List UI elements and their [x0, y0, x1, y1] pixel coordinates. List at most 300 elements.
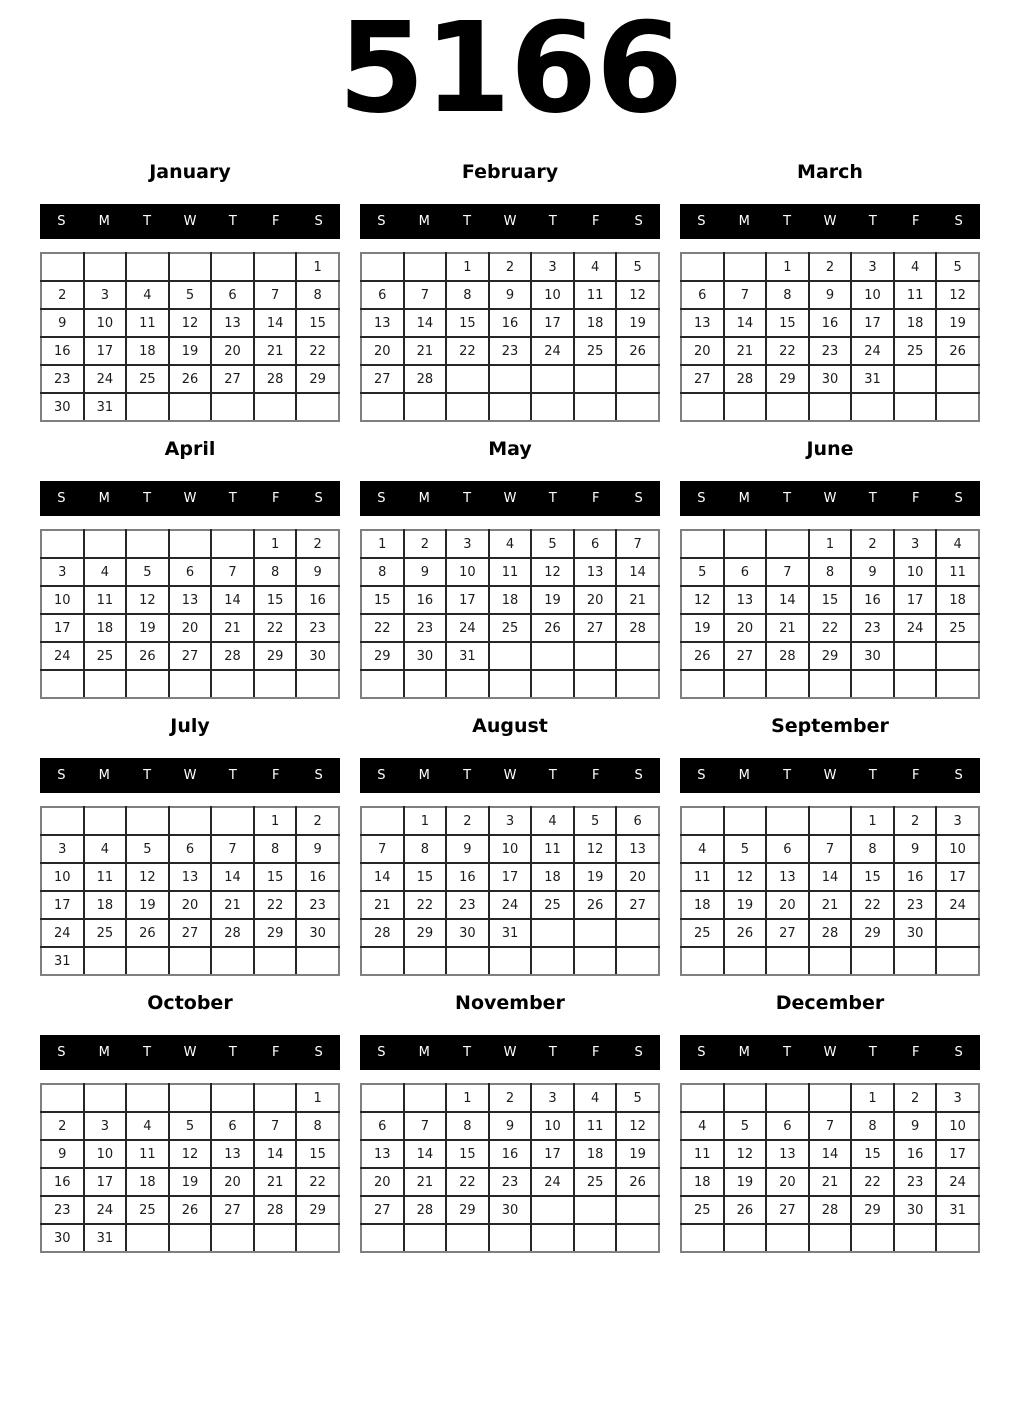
month-title: April	[164, 438, 216, 460]
date-cell: 22	[851, 1168, 894, 1196]
week-row	[41, 863, 339, 891]
date-cell: 10	[531, 281, 574, 309]
empty-date-cell	[84, 253, 127, 281]
empty-date-cell	[936, 365, 979, 393]
date-cell: 25	[936, 614, 979, 642]
date-cell: 29	[361, 642, 404, 670]
date-cell: 25	[84, 919, 127, 947]
date-cell: 19	[616, 1140, 659, 1168]
empty-date-cell	[296, 1224, 339, 1252]
weekday-label: T	[143, 768, 152, 783]
date-cell: 4	[126, 281, 169, 309]
date-cell: 10	[41, 863, 84, 891]
week-row	[41, 1084, 339, 1112]
weekday-label: T	[783, 491, 792, 506]
month-title: February	[461, 161, 559, 183]
month-block	[40, 716, 340, 976]
date-cell: 27	[616, 891, 659, 919]
empty-date-cell	[724, 670, 767, 698]
weekday-label: T	[868, 768, 877, 783]
empty-date-cell	[361, 947, 404, 975]
date-cell: 10	[894, 558, 937, 586]
week-row	[361, 1196, 659, 1224]
week-row	[361, 891, 659, 919]
date-cell: 20	[616, 863, 659, 891]
date-cell: 22	[296, 337, 339, 365]
week-row	[41, 530, 339, 558]
date-cell: 8	[851, 835, 894, 863]
date-cell: 4	[936, 530, 979, 558]
empty-date-cell	[254, 1224, 297, 1252]
week-row	[681, 530, 979, 558]
date-cell: 12	[126, 586, 169, 614]
empty-date-cell	[211, 1084, 254, 1112]
date-cell: 24	[84, 1196, 127, 1224]
date-cell: 13	[574, 558, 617, 586]
date-cell: 15	[851, 863, 894, 891]
date-cell: 8	[446, 1112, 489, 1140]
empty-date-cell	[169, 670, 212, 698]
date-cell: 28	[809, 919, 852, 947]
empty-date-cell	[446, 947, 489, 975]
date-cell: 2	[894, 807, 937, 835]
empty-date-cell	[361, 393, 404, 421]
week-row	[41, 642, 339, 670]
date-cell: 17	[851, 309, 894, 337]
date-cell: 22	[446, 1168, 489, 1196]
dates-grid	[360, 529, 660, 699]
weekday-label: S	[377, 491, 386, 506]
date-cell: 30	[296, 919, 339, 947]
date-cell: 16	[894, 863, 937, 891]
week-row	[361, 947, 659, 975]
weekday-label: F	[911, 214, 920, 229]
weekday-label: F	[591, 768, 600, 783]
date-cell: 11	[84, 863, 127, 891]
empty-date-cell	[41, 530, 84, 558]
date-cell: 14	[361, 863, 404, 891]
weekday-label: S	[377, 214, 386, 229]
date-cell: 28	[616, 614, 659, 642]
empty-date-cell	[404, 253, 447, 281]
date-cell: 1	[361, 530, 404, 558]
date-cell: 31	[446, 642, 489, 670]
date-cell: 27	[766, 919, 809, 947]
date-cell: 7	[809, 835, 852, 863]
date-cell: 13	[211, 309, 254, 337]
empty-date-cell	[126, 253, 169, 281]
date-cell: 12	[531, 558, 574, 586]
year-title: 5166	[338, 0, 682, 141]
empty-date-cell	[126, 670, 169, 698]
date-cell: 31	[84, 1224, 127, 1252]
date-cell: 5	[936, 253, 979, 281]
empty-date-cell	[724, 393, 767, 421]
empty-date-cell	[894, 670, 937, 698]
date-cell: 21	[404, 1168, 447, 1196]
empty-date-cell	[254, 670, 297, 698]
empty-date-cell	[894, 642, 937, 670]
date-cell: 1	[446, 253, 489, 281]
date-cell: 20	[211, 337, 254, 365]
date-cell: 15	[254, 586, 297, 614]
date-cell: 23	[296, 891, 339, 919]
date-cell: 17	[446, 586, 489, 614]
date-cell: 4	[531, 807, 574, 835]
date-cell: 22	[809, 614, 852, 642]
weekday-label: S	[57, 491, 66, 506]
weekday-header-row	[680, 758, 980, 793]
date-cell: 8	[361, 558, 404, 586]
date-cell: 20	[211, 1168, 254, 1196]
week-row	[41, 835, 339, 863]
empty-date-cell	[211, 807, 254, 835]
date-cell: 13	[681, 309, 724, 337]
empty-date-cell	[766, 670, 809, 698]
date-cell: 26	[574, 891, 617, 919]
empty-date-cell	[361, 670, 404, 698]
empty-date-cell	[894, 393, 937, 421]
date-cell: 29	[254, 919, 297, 947]
empty-date-cell	[894, 365, 937, 393]
date-cell: 9	[296, 835, 339, 863]
empty-date-cell	[616, 393, 659, 421]
months-grid	[0, 162, 1020, 1253]
date-cell: 7	[361, 835, 404, 863]
weekday-label: T	[548, 491, 557, 506]
weekday-label: M	[738, 491, 750, 506]
date-cell: 3	[41, 558, 84, 586]
empty-date-cell	[169, 393, 212, 421]
date-cell: 21	[616, 586, 659, 614]
date-cell: 10	[489, 835, 532, 863]
empty-date-cell	[489, 393, 532, 421]
weekday-label: M	[98, 214, 110, 229]
date-cell: 5	[169, 1112, 212, 1140]
weekday-label: S	[634, 1045, 643, 1060]
date-cell: 18	[126, 1168, 169, 1196]
date-cell: 26	[616, 1168, 659, 1196]
date-cell: 24	[489, 891, 532, 919]
date-cell: 30	[894, 1196, 937, 1224]
empty-date-cell	[254, 1084, 297, 1112]
empty-date-cell	[531, 393, 574, 421]
date-cell: 25	[531, 891, 574, 919]
date-cell: 6	[616, 807, 659, 835]
weekday-label: M	[98, 491, 110, 506]
date-cell: 11	[84, 586, 127, 614]
empty-date-cell	[361, 807, 404, 835]
date-cell: 20	[574, 586, 617, 614]
date-cell: 24	[84, 365, 127, 393]
empty-date-cell	[296, 947, 339, 975]
weekday-label: F	[591, 1045, 600, 1060]
month-block	[40, 439, 340, 699]
weekday-label: W	[823, 1045, 837, 1060]
date-cell: 7	[766, 558, 809, 586]
date-cell: 6	[681, 281, 724, 309]
empty-date-cell	[724, 807, 767, 835]
empty-date-cell	[126, 1224, 169, 1252]
empty-date-cell	[809, 1224, 852, 1252]
week-row	[41, 1140, 339, 1168]
date-cell: 28	[809, 1196, 852, 1224]
date-cell: 24	[41, 919, 84, 947]
date-cell: 14	[254, 309, 297, 337]
week-row	[681, 309, 979, 337]
empty-date-cell	[894, 947, 937, 975]
date-cell: 25	[894, 337, 937, 365]
week-row	[681, 642, 979, 670]
date-cell: 27	[361, 365, 404, 393]
date-cell: 12	[169, 309, 212, 337]
date-cell: 16	[296, 863, 339, 891]
date-cell: 26	[169, 1196, 212, 1224]
week-row	[681, 891, 979, 919]
week-row	[361, 1140, 659, 1168]
week-row	[681, 1196, 979, 1224]
empty-date-cell	[531, 670, 574, 698]
week-row	[681, 586, 979, 614]
weekday-label: T	[868, 1045, 877, 1060]
date-cell: 4	[84, 558, 127, 586]
date-cell: 28	[254, 1196, 297, 1224]
date-cell: 16	[489, 1140, 532, 1168]
date-cell: 15	[404, 863, 447, 891]
date-cell: 25	[84, 642, 127, 670]
date-cell: 2	[446, 807, 489, 835]
week-row	[361, 393, 659, 421]
month-title: October	[147, 992, 233, 1014]
date-cell: 26	[936, 337, 979, 365]
date-cell: 14	[809, 863, 852, 891]
empty-date-cell	[404, 393, 447, 421]
date-cell: 27	[574, 614, 617, 642]
weekday-label: W	[183, 491, 197, 506]
date-cell: 24	[851, 337, 894, 365]
date-cell: 30	[851, 642, 894, 670]
week-row	[361, 614, 659, 642]
date-cell: 29	[254, 642, 297, 670]
date-cell: 6	[361, 281, 404, 309]
empty-date-cell	[531, 1196, 574, 1224]
week-row	[361, 309, 659, 337]
empty-date-cell	[851, 947, 894, 975]
date-cell: 7	[404, 281, 447, 309]
month-block	[360, 162, 660, 422]
weekday-label: T	[228, 768, 237, 783]
empty-date-cell	[126, 947, 169, 975]
weekday-label: S	[314, 768, 323, 783]
date-cell: 24	[531, 1168, 574, 1196]
date-cell: 28	[211, 919, 254, 947]
empty-date-cell	[936, 642, 979, 670]
week-row	[681, 863, 979, 891]
empty-date-cell	[851, 393, 894, 421]
week-row	[361, 281, 659, 309]
week-row	[41, 281, 339, 309]
date-cell: 17	[531, 309, 574, 337]
date-cell: 22	[254, 614, 297, 642]
empty-date-cell	[574, 1224, 617, 1252]
date-cell: 22	[296, 1168, 339, 1196]
weekday-label: T	[463, 1045, 472, 1060]
weekday-label: S	[634, 491, 643, 506]
date-cell: 5	[724, 1112, 767, 1140]
date-cell: 8	[254, 835, 297, 863]
date-cell: 7	[254, 1112, 297, 1140]
empty-date-cell	[404, 947, 447, 975]
week-row	[41, 919, 339, 947]
week-row	[681, 947, 979, 975]
empty-date-cell	[169, 530, 212, 558]
weekday-label: M	[418, 491, 430, 506]
date-cell: 30	[296, 642, 339, 670]
date-cell: 16	[851, 586, 894, 614]
week-row	[41, 253, 339, 281]
week-row	[361, 1084, 659, 1112]
date-cell: 5	[681, 558, 724, 586]
date-cell: 18	[126, 337, 169, 365]
week-row	[41, 586, 339, 614]
date-cell: 10	[41, 586, 84, 614]
weekday-label: M	[738, 768, 750, 783]
empty-date-cell	[724, 253, 767, 281]
empty-date-cell	[489, 642, 532, 670]
month-block	[40, 993, 340, 1253]
week-row	[681, 614, 979, 642]
date-cell: 1	[296, 253, 339, 281]
date-cell: 13	[361, 1140, 404, 1168]
weekday-label: S	[314, 214, 323, 229]
weekday-label: S	[697, 768, 706, 783]
empty-date-cell	[936, 919, 979, 947]
empty-date-cell	[531, 919, 574, 947]
week-row	[681, 1084, 979, 1112]
date-cell: 25	[574, 337, 617, 365]
date-cell: 15	[361, 586, 404, 614]
empty-date-cell	[404, 1224, 447, 1252]
dates-grid	[680, 1083, 980, 1253]
weekday-label: T	[548, 768, 557, 783]
date-cell: 7	[211, 835, 254, 863]
date-cell: 24	[531, 337, 574, 365]
date-cell: 23	[296, 614, 339, 642]
week-row	[41, 1168, 339, 1196]
date-cell: 12	[169, 1140, 212, 1168]
date-cell: 9	[489, 281, 532, 309]
date-cell: 15	[254, 863, 297, 891]
empty-date-cell	[531, 365, 574, 393]
date-cell: 10	[446, 558, 489, 586]
date-cell: 18	[489, 586, 532, 614]
week-row	[41, 393, 339, 421]
weekday-label: T	[228, 491, 237, 506]
weekday-label: W	[183, 1045, 197, 1060]
date-cell: 22	[361, 614, 404, 642]
weekday-label: M	[418, 1045, 430, 1060]
dates-grid	[360, 806, 660, 976]
date-cell: 7	[616, 530, 659, 558]
empty-date-cell	[936, 670, 979, 698]
week-row	[361, 365, 659, 393]
empty-date-cell	[766, 947, 809, 975]
empty-date-cell	[766, 1084, 809, 1112]
week-row	[681, 1224, 979, 1252]
weekday-label: W	[503, 491, 517, 506]
date-cell: 6	[724, 558, 767, 586]
date-cell: 1	[446, 1084, 489, 1112]
date-cell: 10	[936, 835, 979, 863]
weekday-label: W	[183, 768, 197, 783]
weekday-label: F	[271, 768, 280, 783]
date-cell: 17	[41, 614, 84, 642]
date-cell: 1	[766, 253, 809, 281]
empty-date-cell	[446, 1224, 489, 1252]
date-cell: 20	[361, 337, 404, 365]
weekday-label: S	[954, 1045, 963, 1060]
date-cell: 30	[809, 365, 852, 393]
date-cell: 24	[446, 614, 489, 642]
date-cell: 19	[681, 614, 724, 642]
date-cell: 10	[851, 281, 894, 309]
date-cell: 23	[851, 614, 894, 642]
empty-date-cell	[296, 670, 339, 698]
weekday-label: M	[98, 1045, 110, 1060]
date-cell: 14	[211, 586, 254, 614]
week-row	[41, 309, 339, 337]
date-cell: 25	[681, 919, 724, 947]
date-cell: 15	[446, 309, 489, 337]
empty-date-cell	[574, 919, 617, 947]
weekday-header-row	[360, 758, 660, 793]
date-cell: 5	[126, 835, 169, 863]
weekday-label: T	[548, 1045, 557, 1060]
weekday-label: M	[418, 214, 430, 229]
date-cell: 15	[809, 586, 852, 614]
date-cell: 11	[936, 558, 979, 586]
date-cell: 23	[809, 337, 852, 365]
week-row	[41, 807, 339, 835]
date-cell: 25	[126, 1196, 169, 1224]
empty-date-cell	[489, 365, 532, 393]
date-cell: 3	[894, 530, 937, 558]
date-cell: 29	[296, 1196, 339, 1224]
date-cell: 4	[681, 1112, 724, 1140]
date-cell: 17	[84, 337, 127, 365]
date-cell: 25	[126, 365, 169, 393]
date-cell: 19	[724, 1168, 767, 1196]
empty-date-cell	[724, 530, 767, 558]
empty-date-cell	[574, 365, 617, 393]
date-cell: 28	[724, 365, 767, 393]
date-cell: 18	[574, 1140, 617, 1168]
date-cell: 6	[766, 1112, 809, 1140]
date-cell: 18	[894, 309, 937, 337]
date-cell: 13	[766, 1140, 809, 1168]
dates-grid	[360, 252, 660, 422]
week-row	[681, 365, 979, 393]
date-cell: 7	[404, 1112, 447, 1140]
date-cell: 27	[361, 1196, 404, 1224]
empty-date-cell	[681, 1084, 724, 1112]
empty-date-cell	[126, 1084, 169, 1112]
dates-grid	[40, 806, 340, 976]
empty-date-cell	[489, 1224, 532, 1252]
week-row	[681, 1112, 979, 1140]
empty-date-cell	[84, 670, 127, 698]
date-cell: 25	[574, 1168, 617, 1196]
